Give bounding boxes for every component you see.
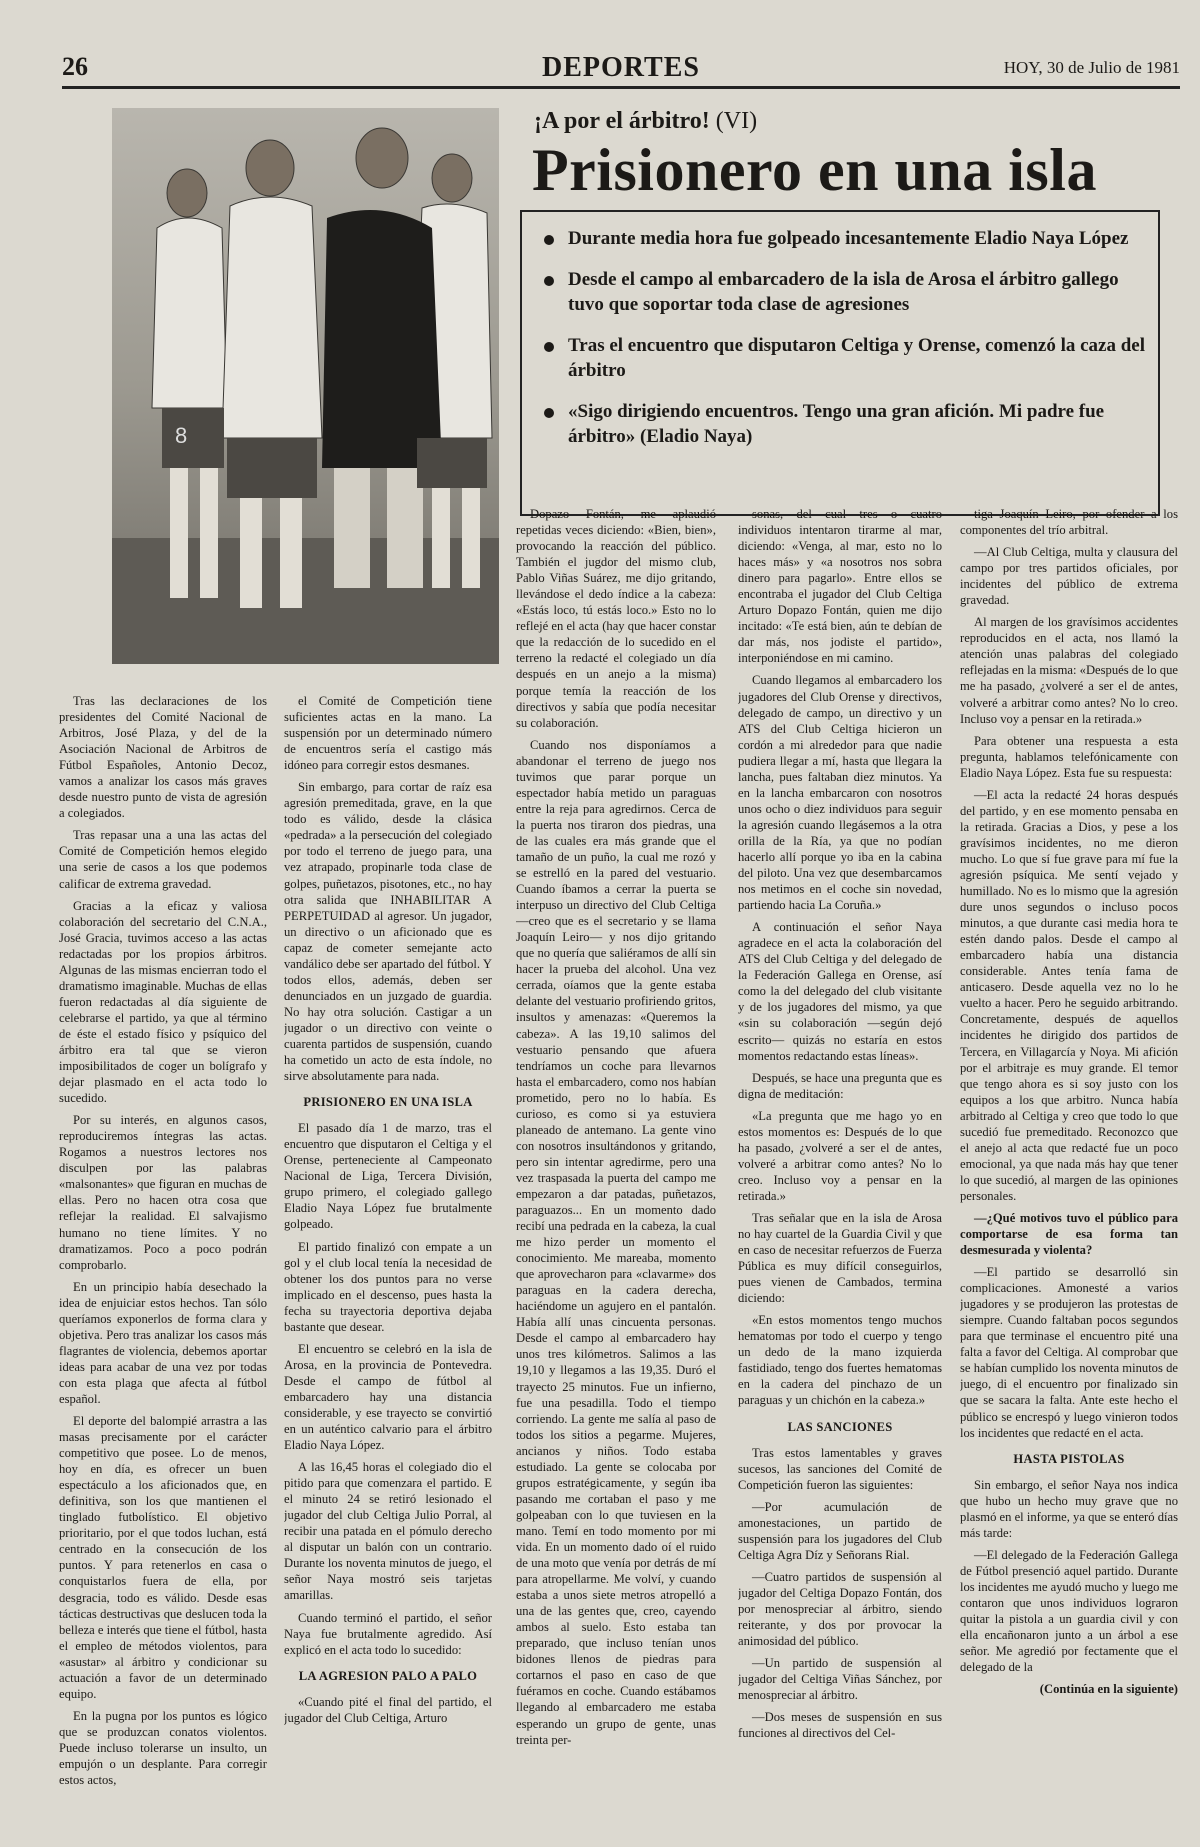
paragraph: «Cuando pité el final del partido, el jugador del Club Celtiga, Arturo (284, 1694, 492, 1725)
paragraph: Tras señalar que en la isla de Arosa no hay cuartel de la Guardia Civil y que en caso de necesitar refuerzos de Fuerza Pública es muy difícil conseguirlos, pues vienen de Cambados, termina diciendo: (738, 1210, 942, 1306)
paragraph: —Un partido de suspensión al jugador del Celtiga Viñas Sánchez, por menospreciar al árbitro. (738, 1656, 942, 1703)
paragraph: Después, se hace una pregunta que es digna de meditación: (738, 1070, 942, 1101)
paragraph: Tras las declaraciones de los presidentes del Comité Nacional de Arbitros, José Plaza, y del de la Asociación Nacional de Arbitros de Fútbol Españoles, Antonio Decoz, vamos a analizar los casos más graves desde nuestro punto de vista de agresión a colegiados. (59, 694, 267, 821)
kicker-part-number: (VI) (715, 108, 758, 134)
paragraph: Sin embargo, para cortar de raíz esa agresión premeditada, grave, en la que todo es válido, desde la clásica «pedrada» a la persecución del colegiado por todo el terreno de juego para, una vez atrapado, propinarle toda clase de golpes, puñetazos, pisotones, etc., no hay otra salida que INHABILITAR A PERPETUIDAD al agresor. Un jugador, un directivo o un aficionado que es capaz de cometer semejante acto vandálico debe ser apartado del fútbol. Y todos ellos, además, deben ser denunciados en un juzgado de guardia. No hay otra solución. Castigar a un jugador o un directivo con veinte o cuarenta partidos de suspensión, cuando ha cometido un acto de esta índole, no sirve absolutamente para nada. (284, 780, 492, 1084)
body-column-3 (516, 506, 716, 1826)
summary-bullet: Desde el campo al embarcadero de la isla de Arosa el árbitro gallego tuvo que soportar toda clase de agresiones (540, 267, 1146, 317)
page-number: 26 (62, 52, 88, 81)
paragraph: Sin embargo, el señor Naya nos indica que hubo un hecho muy grave que no plasmó en el informe, ya que se enteró días más tarde: (960, 1477, 1178, 1540)
paragraph: Tras estos lamentables y graves sucesos, las sanciones del Comité de Competición fueron las siguientes: (738, 1445, 942, 1492)
paragraph: Cuando nos disponíamos a abandonar el terreno de juego nos tuvimos que parar porque un espectador había metido un paraguas entre la reja para agredirnos. Cerca de la puerta nos tiraron dos piedras, una de las cuales era más grande que el tamaño de un puño, la cual me rozó y se estrelló en la pared del vestuario. Cuando íbamos a cerrar la puerta se interpuso un directivo del Club Celtiga —creo que es el secretario y se llama Joaquín Leiro— y nos dijo gritando que no quería que saliéramos de allí sin hacer la prueba del alcohol. Una vez cerrada, oíamos que la gente estaba delante del vestuario profiriendo gritos, insultos y amenazas: «Queremos la cabeza». A las 19,10 salimos del vestuario pensando que afuera tendríamos un coche para llevarnos hasta el embarcadero, como nos habían prometido, pero no lo había. Es curioso, es como si ya estuviera planeado de antemano. La gente vino con nosotros insultándonos y gritando, pero sin intentar agredirme, pero una vez traspasada la puerta del campo me empezaron a dar patadas, puñetazos, paraguazos... En un momento dado recibí una pedrada en la cabeza, la cual me hizo perder un momento el conocimiento. Me mareaba, momento que aprovecharon para «clavarme» dos paraguas en la cadera derecha, haciéndome un agujero en el pantalón. Había allí unas cincuenta personas. Desde el campo al embarcadero hay unos tres kilómetros. Salimos a las 19,10 y llegamos a las 19,35. Duró el trayecto 25 minutos. Fue un infierno, fue una pesadilla. Todo el tiempo corriendo. La gente me salía al paso de todos los sitios a pegarme. Mujeres, ancianos y niños. Todo estaba estudiado. La gente se colocaba por grupos estratégicamente, y según iba pasando me cortaban el paso y me golpeaban con lo que tuviesen en la mano. Temí en todo momento por mi vida. En un momento dado oí el ruido de una moto que venía por detrás de mí para atropellarme. Me volví, y cuando estaba a unos siete metros atropelló a una de las gentes que, creo, cayendo ambos al suelo. Esto estaba tan preparado, que incluso tenían unos bidones llenos de piedras para cortarnos el paso en caso de que fuéramos en coche. Cuando estábamos llegando al embarcadero me estaba esperando un grupo de gente, unas treinta per- (516, 737, 716, 1747)
paragraph: El deporte del balompié arrastra a las masas precisamente por el carácter competitivo que posee. Lo de menos, hoy en día, es ofrecer un buen espectáculo a los aficionados que, en definitiva, son los que mantienen el tinglado futbolístico. El objetivo prioritario, por el que todos luchan, está centrado en la consecución de los puntos. Y para retenerlos en casa o conquistarlos fuera de ella, por desgracia, todo es válido. Desde esas tácticas destructivas que deslucen toda la belleza e interés que tiene el fútbol, hasta el empleo de métodos violentos, para «asustar» al árbitro y condicionar su actuación a favor de un determinado equipo. (59, 1414, 267, 1701)
paragraph: El partido finalizó con empate a un gol y el club local tenía la necesidad de obtener los dos puntos para no verse implicado en el descenso, pues hasta la fecha su trayectoria deportiva dejaba bastante que desear. (284, 1239, 492, 1334)
article-photo (112, 108, 499, 664)
summary-bullet: Durante media hora fue golpeado incesantemente Eladio Naya López (540, 226, 1146, 251)
summary-bullet: Tras el encuentro que disputaron Celtiga y Orense, comenzó la caza del árbitro (540, 333, 1146, 383)
body-column-1 (59, 693, 267, 1823)
paragraph: —Por acumulación de amonestaciones, un partido de suspensión para los jugadores del Club Celtiga Agra Díz y Señorans Rial. (738, 1499, 942, 1562)
paragraph: —El acta la redacté 24 horas después del partido, y en ese momento pensaba en la retirada. Gracias a Dios, y pese a los gravísimos incidentes, no me dieron mucho. Lo que sí fue grave para mí fue la agresión psíquica. Me sentí vejado y humillado. No es lo mismo que la agresión dure unos segundos o incluso pocos minutos, a que durante casi media hora te estén dando palos. Desde el campo al embarcadero había una distancia considerable. Antes tenía fama de anticasero. Desde aquella vez no lo he vuelto a hacer. Pero he seguido arbitrando. Concretamente, después de aquellos incidentes he dirigido dos partidos de Tercera, en Villagarcía y Noya. Mi afición por el arbitraje es muy grande. El temor que tengo ahora es si soy justo con los equipos a los que arbitro. Nunca había arbitrado al Celtiga y creo que todo lo que sucedió fue premeditado. Reconozco que el anejo al acta que redacté fue un poco emocional, ya que nada más hay que tener lo que sucedió, al margen de las opiniones personales. (960, 787, 1178, 1203)
section-title: DEPORTES (542, 52, 700, 83)
paragraph: —Cuatro partidos de suspensión al jugador del Celtiga Dopazo Fontán, dos por menospreciar al árbitro, siendo reiterante, y dos por provocar la animosidad del público. (738, 1569, 942, 1649)
paragraph: El pasado día 1 de marzo, tras el encuentro que disputaron el Celtiga y el Orense, perteneciente al Campeonato Nacional de Liga, Tercera División, grupo primero, el colegiado gallego Eladio Naya López fue brutalmente golpeado. (284, 1121, 492, 1232)
summary-box (520, 210, 1160, 516)
paragraph: el Comité de Competición tiene suficientes actas en la mano. La suspensión por un determinado número de encuentros sería el castigo más idóneo para corregir estos desmanes. (284, 694, 492, 773)
photo-illustration (112, 108, 499, 664)
svg-text:8: 8 (175, 423, 188, 448)
summary-bullet: «Sigo dirigiendo encuentros. Tengo una gran afición. Mi padre fue árbitro» (Eladio Naya) (540, 399, 1146, 449)
paragraph: —Al Club Celtiga, multa y clausura del campo por tres partidos oficiales, por incidentes del público de extrema gravedad. (960, 545, 1178, 608)
masthead (62, 52, 1180, 89)
continued-note: (Continúa en la siguiente) (1039, 1682, 1178, 1697)
paragraph: A continuación el señor Naya agradece en el acta la colaboración del ATS del Club Celtiga y del delegado de la Federación Gallega en Orense, así como la del delegado del club visitante y de los jugadores del mismo, ya que «sin su colaboración —según dejó escrito— quizás no estaría en estos momentos redactando estas líneas». (738, 920, 942, 1063)
kicker-text: ¡A por el árbitro! (534, 108, 710, 134)
paragraph: En un principio había desechado la idea de enjuiciar estos hechos. Tan sólo queríamos exponerlos de forma clara y objetiva. Pero tras analizar los casos más flagrantes de violencia, debemos aportar ideas para acabar de una vez por todas con esta plaga que afecta al fútbol español. (59, 1279, 267, 1406)
paragraph: Al margen de los gravísimos accidentes reproducidos en el acta, nos llamó la atención unas palabras del colegiado reflejadas en la misma: «Después de lo que me ha pasado, ¿volveré a ser el de antes, volveré a arbitrar como antes? No lo creo. Incluso voy a pensar en la retirada.» (960, 615, 1178, 726)
paragraph: tiga Joaquín Leiro, por ofender a los componentes del trío arbitral. (960, 507, 1178, 538)
interview-question: —¿Qué motivos tuvo el público para comportarse de esa forma tan desmesurada y violenta? (960, 1210, 1178, 1258)
paragraph: —El delegado de la Federación Gallega de Fútbol presenció aquel partido. Durante los incidentes me ayudó mucho y luego me contaron que unos individuos lograron quitar la pistola a un guardia civil y con ella encañonaron junto a un árbol a ese señor. Me agredió por fectamente que el delegado de la (960, 1547, 1178, 1675)
paragraph: «La pregunta que me hago yo en estos momentos es: Después de lo que ha pasado, ¿volveré a ser el de antes, volveré a arbitrar como antes? No lo creo. Incluso voy a pensar en la retirada.» (738, 1108, 942, 1203)
subheading: PRISIONERO EN UNA ISLA (303, 1095, 473, 1110)
paragraph: —Dos meses de suspensión en sus funciones al directivos del Cel- (738, 1710, 942, 1741)
article-kicker (534, 108, 757, 135)
paragraph: —El partido se desarrolló sin complicaciones. Amonesté a varios jugadores y se produjeron las protestas de siempre. Cuando faltaban pocos segundos para que terminase el encuentro pité una falta a favor del Celtiga. Al comprobar que se habían cumplido los noventa minutos de juego, di el encuentro por finalizado sin que se sacara la falta. Ante este hecho el público se encrespó y luego vinieron todos los incidentes que redacté en el acta. (960, 1265, 1178, 1440)
subheading: LA AGRESION PALO A PALO (298, 1668, 478, 1683)
body-column-4 (738, 506, 942, 1826)
paragraph: En la pugna por los puntos es lógico que se produzcan conatos violentos. Puede incluso tolerarse un insulto, un empujón o un desplante. Para corregir estos actos, (59, 1708, 267, 1788)
paragraph: El encuentro se celebró en la isla de Arosa, en la provincia de Pontevedra. Desde el campo de fútbol al embarcadero hay una distancia considerable, y ese trayecto se convirtió en un auténtico calvario para el árbitro Eladio Naya López. (284, 1341, 492, 1453)
paragraph: sonas, del cual tres o cuatro individuos intentaron tirarme al mar, diciendo: «Venga, al mar, esto no lo haces más» y «a nosotros nos sobra dinero para pagarlo». Entre ellos se encontraba el jugador del Club Celtiga Arturo Dopazo Fontán, quien me dijo incitado: «Te está bien, aún te debían de dar más, nos jodiste el partido», interponiéndose en mi camino. (738, 507, 942, 666)
paragraph: Cuando llegamos al embarcadero los jugadores del Club Orense y directivos, delegado de campo, un directivo y un ATS del Club Celtiga hicieron un cordón a mi alrededor para que nadie pudiera llegar a mí, hasta que llegara la lancha, pues faltaban diez minutos. Ya en la lancha embarcaron con nosotros unos ocho o diez individuos para seguir la agresión cuando llegásemos a la otra orilla de la Ría, ya que no podían hacerlo allí porque yo iba en la cabina del piloto. Una vez que desembarcamos nos metimos en el coche sin novedad, partiendo hacia La Coruña.» (738, 673, 942, 913)
subheading: LAS SANCIONES (787, 1419, 893, 1434)
paragraph: Gracias a la eficaz y valiosa colaboración del secretario del C.N.A., José Gracia, tuvimos acceso a las actas redactadas por los propios árbitros. Algunas de las mismas encierran todo el dramatismo imaginable. Muchas de ellas fueron redactadas al día siguiente de celebrarse el partido, ya que al término de éste el estado físico y psíquico del árbitro era tal que se vieron imposibilitados de coger un bolígrafo y dejar plasmado en el acta todo lo sucedido. (59, 898, 267, 1106)
paragraph: «En estos momentos tengo muchos hematomas por todo el cuerpo y tengo un dedo de la mano izquierda fastidiado, tengo dos fuertes hematomas en la cadera del pinchazo de un paraguas y un chichón en la cabeza.» (738, 1313, 942, 1408)
paragraph: Por su interés, en algunos casos, reproduciremos íntegras las actas. Rogamos a nuestros lectores nos disculpen por las palabras «malsonantes» que figuran en muchas de ellas. Pero no hacen otra cosa que reflejar la realidad. El salvajismo humano no tiene límites. Y no dramatizamos. Poco a poco podrán comprobarlo. (59, 1113, 267, 1272)
paragraph: Cuando terminó el partido, el señor Naya fue brutalmente agredido. Así explicó en el acta todo lo sucedido: (284, 1610, 492, 1657)
paragraph: A las 16,45 horas el colegiado dio el pitido para que comenzara el partido. E el minuto 24 se retiró lesionado el jugador del club Celtiga Julio Porral, al recibir una patada en el pómulo derecho al disputar un balón con un contrario. Durante los noventa minutos de juego, el señor Naya mostró seis tarjetas amarillas. (284, 1460, 492, 1603)
body-column-5 (960, 506, 1178, 1826)
dateline: HOY, 30 de Julio de 1981 (1003, 58, 1180, 77)
headline: Prisionero en una isla (532, 137, 1097, 203)
paragraph: Dopazo Fontán, me aplaudió repetidas veces diciendo: «Bien, bien», provocando la reacción del público. También el jugdor del mismo club, Pablo Viñas Suárez, me dijo gritando, llevándose el dedo índice a la cabeza: «Estás loco, tú estás loco.» Esto no lo reflejé en el acta (hay que hacer constar que la redacción de lo sucedido en el terreno la redacté el colegiado un día después en un anejo a la misma) porque temía la reacción de los directivos y sabía que podía necesitar su colaboración. (516, 507, 716, 730)
paragraph: Tras repasar una a una las actas del Comité de Competición hemos elegido una serie de casos a los que podemos calificar de extrema gravedad. (59, 828, 267, 891)
subheading: HASTA PISTOLAS (1013, 1451, 1125, 1466)
paragraph: Para obtener una respuesta a esta pregunta, hablamos telefónicamente con Eladio Naya López. Esta fue su respuesta: (960, 733, 1178, 780)
body-column-2 (284, 693, 492, 1823)
